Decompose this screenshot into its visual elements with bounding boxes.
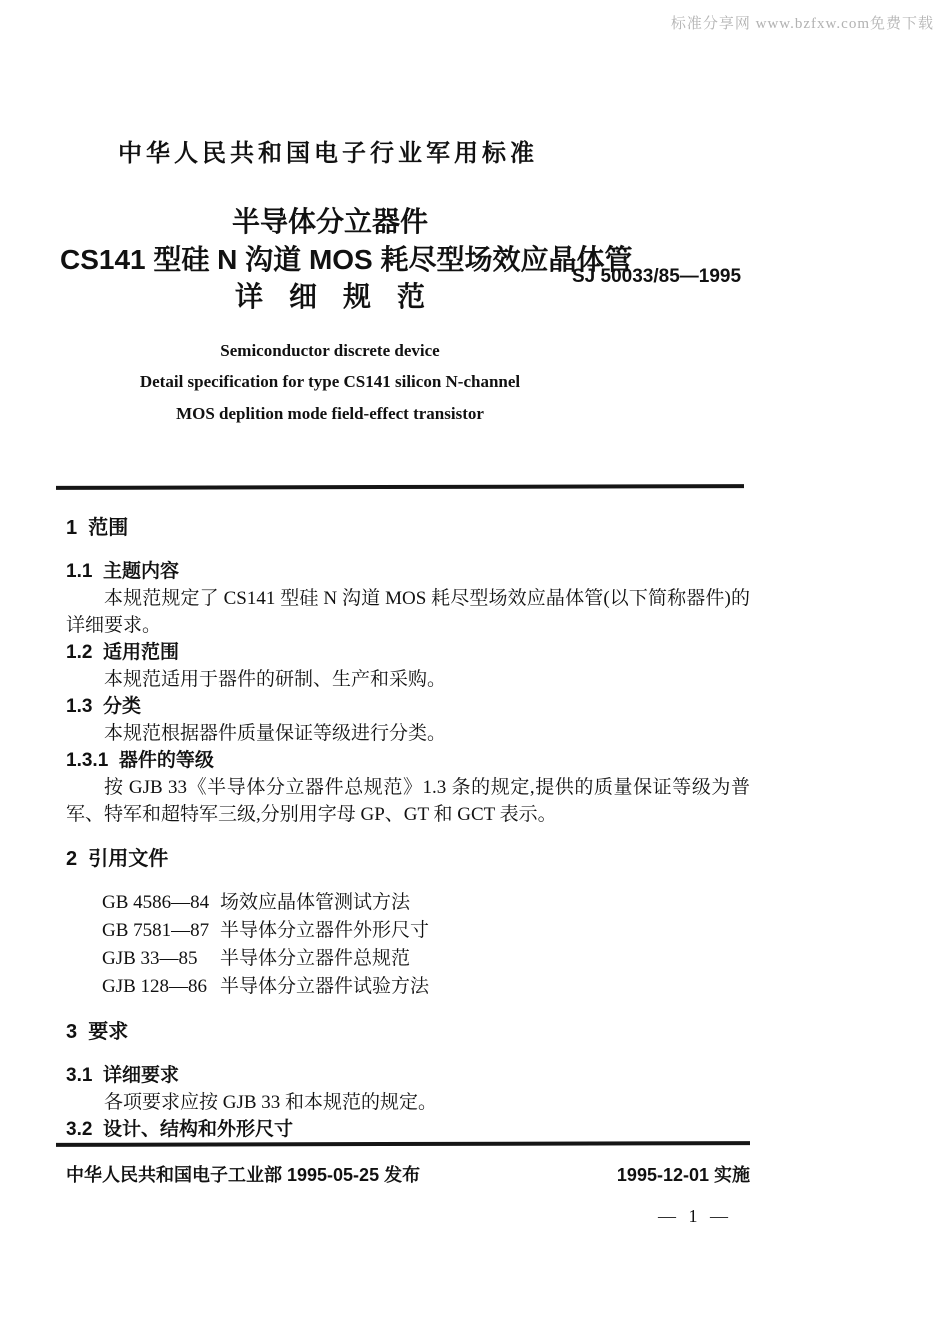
title-en-line1: Semiconductor discrete device [220, 341, 440, 360]
title-cn-line3: 详细规范 [234, 281, 451, 312]
footer-implement-date: 1995-12-01 实施 [616, 1165, 750, 1185]
reference-title: 半导体分立器件总规范 [220, 948, 411, 969]
subsection-heading-1-3: 1.3 分类 [66, 696, 141, 717]
paragraph-classification: 本规范根据器件质量保证等级进行分类。 [104, 723, 447, 744]
reference-item [102, 973, 750, 1001]
page-number: — 1 — [658, 1206, 732, 1226]
title-cn-line1: 半导体分立器件 [231, 206, 428, 237]
reference-code: GJB 128—86 [102, 976, 208, 997]
reference-code: GB 4586—84 [102, 892, 210, 913]
bottom-divider-rule [56, 1141, 750, 1147]
section-heading-1: 1 范围 [66, 517, 129, 539]
paragraph-scope: 本规范规定了 CS141 型硅 N 沟道 MOS 耗尽型场效应晶体管(以下简称器件)的详细要求。 [66, 588, 750, 636]
reference-item [102, 889, 750, 917]
reference-title: 场效应晶体管测试方法 [220, 892, 411, 913]
paragraph-detail-requirements: 各项要求应按 GJB 33 和本规范的规定。 [104, 1092, 438, 1113]
reference-item [102, 945, 750, 973]
title-cn-line2: CS141 型硅 N 沟道 MOS 耗尽型场效应晶体管 [60, 244, 633, 275]
reference-code: GB 7581—87 [102, 920, 210, 941]
subsection-heading-1-1: 1.1 主题内容 [66, 561, 179, 582]
title-en-line3: MOS deplition mode field-effect transistor [176, 404, 484, 423]
reference-code: GJB 33—85 [102, 948, 198, 969]
top-divider-rule [56, 484, 744, 490]
subsection-heading-3-1: 3.1 详细要求 [66, 1065, 179, 1086]
subsection-heading-1-2: 1.2 适用范围 [66, 642, 179, 663]
subsection-heading-1-3-1: 1.3.1 器件的等级 [66, 750, 214, 771]
footer-issue-date: 中华人民共和国电子工业部 1995-05-25 发布 [66, 1165, 421, 1185]
reference-title: 半导体分立器件试验方法 [220, 976, 430, 997]
subsection-heading-3-2: 3.2 设计、结构和外形尺寸 [66, 1119, 293, 1140]
section-heading-3: 3 要求 [66, 1021, 129, 1043]
document-body [66, 497, 750, 1143]
standard-number: SJ 50033/85—1995 [572, 266, 742, 287]
reference-title: 半导体分立器件外形尺寸 [220, 920, 430, 941]
paragraph-quality-levels: 按 GJB 33《半导体分立器件总规范》1.3 条的规定,提供的质量保证等级为普军、特军和超特军三级,分别用字母 GP、GT 和 GCT 表示。 [66, 777, 750, 825]
watermark-text: 标准分享网 www.bzfxw.com免费下载 [670, 16, 934, 32]
paragraph-application: 本规范适用于器件的研制、生产和采购。 [104, 669, 447, 690]
standard-class-title: 中华人民共和国电子行业军用标准 [118, 140, 538, 167]
footer [66, 1161, 750, 1187]
section-heading-2: 2 引用文件 [66, 848, 169, 870]
reference-item [102, 917, 750, 945]
document-title-block [60, 205, 633, 425]
title-en-line2: Detail specification for type CS141 silicon N-channel [139, 372, 521, 391]
